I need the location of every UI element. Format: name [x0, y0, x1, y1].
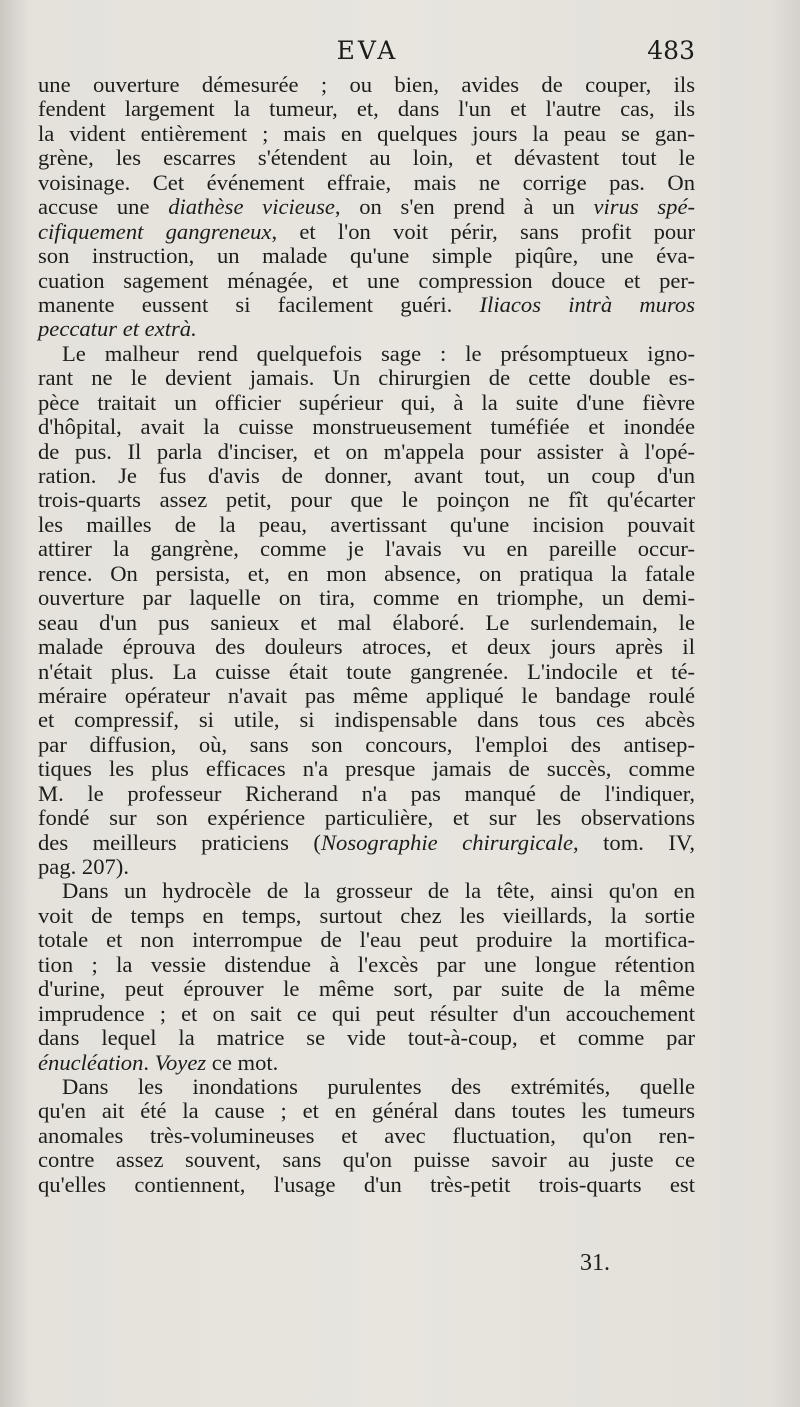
text-line: [38, 611, 695, 635]
text-line: [38, 146, 695, 170]
text-line: [38, 586, 695, 610]
running-head: EVA: [336, 36, 399, 65]
text-line: [38, 1099, 695, 1123]
text-segment: fendent largement la tumeur, et, dans l'un et l'autre cas, ils: [38, 96, 695, 122]
text-segment: méraire opérateur n'avait pas même appliqué le bandage roulé: [38, 682, 695, 708]
text-segment: seau d'un pus sanieux et mal élaboré. Le surlendemain, le: [38, 609, 695, 635]
text-line: [38, 513, 695, 537]
text-line: [38, 440, 695, 464]
text-line: [38, 782, 695, 806]
text-line: [38, 660, 695, 684]
text-line: [38, 171, 695, 195]
text-segment: rence. On persista, et, en mon absence, on pratiqua la fatale: [38, 560, 695, 586]
text-segment: anomales très-volumineuses et avec fluctuation, qu'on ren-: [38, 1122, 695, 1148]
text-segment: qu'en ait été la cause ; et en général dans toutes les tumeurs: [38, 1098, 695, 1124]
text-segment: pèce traitait un officier supérieur qui, à la suite d'une fièvre: [38, 389, 695, 415]
text-line: [38, 806, 695, 830]
text-segment: , on s'en prend à un: [334, 194, 594, 220]
paragraph: [38, 73, 695, 342]
text-segment: voit de temps en temps, surtout chez les vieillards, la sortie: [38, 902, 695, 928]
text-line: [38, 953, 695, 977]
text-line: [38, 1051, 695, 1075]
text-line: [38, 855, 695, 879]
text-segment: cuation sagement ménagée, et une compression douce et per-: [38, 267, 695, 293]
text-segment: .: [143, 1049, 155, 1075]
text-segment: n'était plus. La cuisse était toute gangrenée. L'indocile et té-: [38, 658, 695, 684]
text-line: [38, 1148, 695, 1172]
text-line: [38, 1002, 695, 1026]
text-line: [38, 269, 695, 293]
text-line: [38, 415, 695, 439]
text-segment: imprudence ; et on sait ce qui peut résulter d'un accouchement: [38, 1000, 695, 1026]
text-line: [38, 73, 695, 97]
text-line: [38, 195, 695, 219]
text-line: [38, 391, 695, 415]
text-segment: tiques les plus efficaces n'a presque jamais de succès, comme: [38, 756, 695, 782]
text-segment: d'urine, peut éprouver le même sort, par suite de la même: [38, 976, 695, 1002]
text-segment: , tom. IV,: [573, 829, 695, 855]
text-line: [38, 97, 695, 121]
text-line: [38, 928, 695, 952]
paragraph: [38, 342, 695, 880]
text-segment: rant ne le devient jamais. Un chirurgien de cette double es-: [38, 365, 695, 391]
italic-text: diathèse vicieuse: [168, 194, 335, 220]
text-segment: voisinage. Cet événement effraie, mais ne corrige pas. On: [38, 169, 695, 195]
text-segment: , et l'on voit périr, sans profit pour: [271, 218, 695, 244]
text-segment: tion ; la vessie distendue à l'excès par une longue rétention: [38, 951, 695, 977]
text-segment: totale et non interrompue de l'eau peut produire la mortifica-: [38, 927, 695, 953]
italic-text: peccatur et extrà.: [38, 316, 197, 342]
text-line: [38, 220, 695, 244]
paragraph: [38, 1075, 695, 1197]
text-segment: contre assez souvent, sans qu'on puisse savoir au juste ce: [38, 1147, 695, 1173]
text-line: [38, 1124, 695, 1148]
italic-text: Nosographie chirurgicale: [320, 829, 574, 855]
italic-text: Voyez: [154, 1049, 207, 1075]
text-segment: dans lequel la matrice se vide tout-à-coup, et comme par: [38, 1025, 695, 1051]
text-segment: par diffusion, où, sans son concours, l'emploi des antisep-: [38, 731, 695, 757]
text-segment: de pus. Il parla d'inciser, et on m'appela pour assister à l'opé-: [38, 438, 695, 464]
text-line: [38, 562, 695, 586]
text-line: [38, 537, 695, 561]
signature-mark: 31.: [580, 1250, 610, 1276]
text-segment: des meilleurs praticiens (: [38, 829, 321, 855]
text-segment: ration. Je fus d'avis de donner, avant tout, un coup d'un: [38, 463, 695, 488]
body-text: [38, 73, 695, 1197]
text-segment: qu'elles contiennent, l'usage d'un très-petit trois-quarts est: [38, 1171, 695, 1197]
text-segment: accuse une: [38, 194, 169, 220]
text-line: [38, 977, 695, 1001]
text-segment: Le malheur rend quelquefois sage : le présomptueux igno-: [62, 340, 695, 366]
text-segment: d'hôpital, avait la cuisse monstrueusement tuméfiée et inondée: [38, 414, 695, 440]
text-line: [38, 635, 695, 659]
text-segment: M. le professeur Richerand n'a pas manqué de l'indiquer,: [38, 780, 695, 806]
text-line: [38, 1075, 695, 1099]
text-line: [38, 904, 695, 928]
text-segment: Dans un hydrocèle de la grosseur de la tête, ainsi qu'on en: [62, 878, 695, 904]
text-line: [38, 488, 695, 512]
text-line: [38, 684, 695, 708]
text-segment: son instruction, un malade qu'une simple piqûre, une éva-: [38, 243, 695, 269]
text-line: [38, 244, 695, 268]
italic-text: Iliacos intrà muros: [479, 291, 696, 317]
text-segment: une ouverture démesurée ; ou bien, avides de couper, ils: [38, 72, 695, 97]
text-line: [38, 757, 695, 781]
text-line: [38, 317, 695, 341]
page-number: 483: [647, 36, 695, 65]
text-segment: fondé sur son expérience particulière, et sur les observations: [38, 805, 695, 831]
text-line: [38, 1173, 695, 1197]
page-header: [40, 36, 695, 72]
text-segment: Dans les inondations purulentes des extrémités, quelle: [62, 1073, 695, 1099]
text-line: [38, 879, 695, 903]
text-segment: les mailles de la peau, avertissant qu'une incision pouvait: [38, 511, 695, 537]
text-line: [38, 293, 695, 317]
text-line: [38, 464, 695, 488]
text-line: [38, 708, 695, 732]
text-line: [38, 1026, 695, 1050]
text-segment: grène, les escarres s'étendent au loin, et dévastent tout le: [38, 145, 695, 171]
paragraph: [38, 879, 695, 1075]
text-line: [38, 342, 695, 366]
text-segment: ce mot.: [206, 1049, 279, 1075]
italic-text: énucléation: [38, 1049, 144, 1075]
text-segment: la vident entièrement ; mais en quelques jours la peau se gan-: [38, 120, 695, 146]
text-segment: et compressif, si utile, si indispensable dans tous ces abcès: [38, 707, 695, 733]
text-segment: pag. 207).: [38, 854, 129, 879]
text-line: [38, 733, 695, 757]
text-segment: ouverture par laquelle on tira, comme en triomphe, un demi-: [38, 585, 695, 611]
text-line: [38, 366, 695, 390]
italic-text: cifiquement gangreneux: [38, 218, 272, 244]
text-segment: malade éprouva des douleurs atroces, et deux jours après il: [38, 634, 695, 660]
text-segment: attirer la gangrène, comme je l'avais vu en pareille occur-: [38, 536, 695, 562]
text-line: [38, 831, 695, 855]
text-line: [38, 122, 695, 146]
text-segment: trois-quarts assez petit, pour que le poinçon ne fît qu'écarter: [38, 487, 695, 513]
italic-text: virus spé-: [593, 194, 696, 220]
text-segment: manente eussent si facilement guéri.: [38, 291, 480, 317]
